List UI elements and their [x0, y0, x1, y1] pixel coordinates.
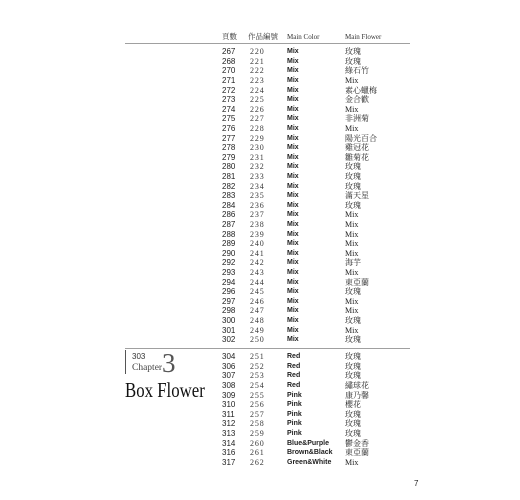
- main-flower-cell: 玫瑰: [345, 47, 361, 57]
- main-color-cell: Mix: [287, 48, 299, 56]
- main-color-cell: Mix: [287, 220, 299, 228]
- table-row: [0, 191, 520, 201]
- work-number-cell: 242: [250, 258, 265, 268]
- table-row: [0, 326, 520, 336]
- table-row: [0, 57, 520, 67]
- main-color-cell: Mix: [287, 144, 299, 152]
- main-flower-cell: Mix: [345, 75, 359, 85]
- page-number-cell: 284: [222, 200, 236, 210]
- page-number-cell: 314: [222, 438, 236, 448]
- main-flower-cell: 鬱金香: [345, 438, 369, 448]
- table-row: [0, 400, 520, 410]
- main-color-cell: Pink: [287, 410, 302, 418]
- main-color-cell: Mix: [287, 201, 299, 209]
- work-number-cell: 238: [250, 219, 265, 229]
- table-row: [0, 134, 520, 144]
- table-row: [0, 371, 520, 381]
- work-number-cell: 228: [250, 123, 265, 133]
- page-number-cell: 277: [222, 133, 236, 143]
- page-number-cell: 300: [222, 315, 236, 325]
- page-number-cell: 298: [222, 306, 236, 316]
- work-number-cell: 234: [250, 181, 265, 191]
- main-color-cell: Mix: [287, 297, 299, 305]
- work-number-cell: 261: [250, 448, 265, 458]
- main-color-cell: Red: [287, 353, 301, 361]
- main-flower-cell: 陽光百合: [345, 133, 377, 143]
- table-row: [0, 124, 520, 134]
- work-number-cell: 224: [250, 85, 265, 95]
- work-number-cell: 227: [250, 114, 265, 124]
- page-number-cell: 280: [222, 162, 236, 172]
- main-flower-cell: 玫瑰: [345, 361, 361, 371]
- main-color-cell: Mix: [287, 230, 299, 238]
- work-number-cell: 243: [250, 267, 265, 277]
- main-color-cell: Red: [287, 362, 301, 370]
- main-flower-cell: Mix: [345, 123, 359, 133]
- table-row: [0, 76, 520, 86]
- main-color-cell: Pink: [287, 429, 302, 437]
- main-color-cell: Green&White: [287, 458, 332, 466]
- page-number-cell: 313: [222, 428, 236, 438]
- page-number-cell: 306: [222, 361, 236, 371]
- main-flower-cell: 玫瑰: [345, 171, 361, 181]
- main-flower-cell: 素心蠟梅: [345, 85, 377, 95]
- table-row: [0, 143, 520, 153]
- page-number-cell: 267: [222, 47, 236, 57]
- page-number-cell: 278: [222, 143, 236, 153]
- main-color-cell: Pink: [287, 420, 302, 428]
- table-row: [0, 429, 520, 439]
- table-row: [0, 249, 520, 259]
- main-color-cell: Mix: [287, 57, 299, 65]
- table-row: [0, 95, 520, 105]
- table-row: [0, 153, 520, 163]
- page-number-cell: 308: [222, 380, 236, 390]
- work-number-cell: 248: [250, 315, 265, 325]
- main-flower-cell: 繡球花: [345, 380, 369, 390]
- main-flower-cell: Mix: [345, 104, 359, 114]
- table-row: [0, 47, 520, 57]
- page-number-cell: 293: [222, 267, 236, 277]
- table-row: [0, 86, 520, 96]
- page-number-cell: 271: [222, 75, 236, 85]
- main-color-cell: Red: [287, 372, 301, 380]
- table-row: [0, 287, 520, 297]
- main-flower-cell: 玫瑰: [345, 287, 361, 297]
- page-number-cell: 270: [222, 66, 236, 76]
- work-number-cell: 249: [250, 325, 265, 335]
- page-number-cell: 287: [222, 219, 236, 229]
- work-number-cell: 220: [250, 47, 265, 57]
- work-number-cell: 246: [250, 296, 265, 306]
- header-main-color-label: Main Color: [287, 33, 320, 41]
- table-row: [0, 258, 520, 268]
- table-row: [0, 278, 520, 288]
- page-number-cell: 309: [222, 390, 236, 400]
- table-row: [0, 172, 520, 182]
- work-number-cell: 225: [250, 95, 265, 105]
- chapter-label: Chapter: [132, 363, 163, 373]
- main-flower-cell: Mix: [345, 296, 359, 306]
- table-row: [0, 439, 520, 449]
- main-flower-cell: 玫瑰: [345, 419, 361, 429]
- main-color-cell: Mix: [287, 115, 299, 123]
- main-color-cell: Mix: [287, 134, 299, 142]
- chapter-number: 3: [162, 348, 176, 378]
- main-color-cell: Pink: [287, 391, 302, 399]
- page-number-cell: 288: [222, 229, 236, 239]
- page-number-cell: 268: [222, 56, 236, 66]
- work-number-cell: 240: [250, 239, 265, 249]
- main-color-cell: Mix: [287, 192, 299, 200]
- main-flower-cell: 金合歡: [345, 95, 369, 105]
- main-color-cell: Mix: [287, 105, 299, 113]
- work-number-cell: 258: [250, 419, 265, 429]
- work-number-cell: 231: [250, 152, 265, 162]
- page-number-cell: 281: [222, 171, 236, 181]
- main-flower-cell: 東亞蘭: [345, 448, 369, 458]
- page-number-cell: 302: [222, 335, 236, 345]
- work-number-cell: 255: [250, 390, 265, 400]
- header-main-flower-label: Main Flower: [345, 33, 382, 41]
- index-table-section-2: [0, 348, 520, 472]
- main-flower-cell: 玫瑰: [345, 428, 361, 438]
- main-color-cell: Mix: [287, 259, 299, 267]
- chapter-title: Box Flower: [125, 378, 205, 402]
- work-number-cell: 241: [250, 248, 265, 258]
- page-number-cell: 289: [222, 239, 236, 249]
- work-number-cell: 252: [250, 361, 265, 371]
- main-color-cell: Mix: [287, 278, 299, 286]
- main-color-cell: Mix: [287, 67, 299, 75]
- table-row: [0, 220, 520, 230]
- work-number-cell: 237: [250, 210, 265, 220]
- table-row: [0, 448, 520, 458]
- table-row: [0, 162, 520, 172]
- work-number-cell: 253: [250, 371, 265, 381]
- main-flower-cell: 雛菊花: [345, 152, 369, 162]
- table-row: [0, 352, 520, 362]
- main-color-cell: Mix: [287, 76, 299, 84]
- work-number-cell: 233: [250, 171, 265, 181]
- main-color-cell: Blue&Purple: [287, 439, 330, 447]
- work-number-cell: 250: [250, 335, 265, 345]
- work-number-cell: 257: [250, 409, 265, 419]
- work-number-cell: 221: [250, 56, 265, 66]
- page-number-cell: 296: [222, 287, 236, 297]
- header-work-number-label: 作品編號: [248, 32, 278, 41]
- main-color-cell: Mix: [287, 249, 299, 257]
- main-flower-cell: Mix: [345, 210, 359, 220]
- work-number-cell: 245: [250, 287, 265, 297]
- page-number-cell: 316: [222, 448, 236, 458]
- main-flower-cell: 東亞蘭: [345, 277, 369, 287]
- main-flower-cell: Mix: [345, 306, 359, 316]
- page-number-cell: 304: [222, 352, 236, 362]
- table-row: [0, 239, 520, 249]
- page-number-cell: 290: [222, 248, 236, 258]
- main-flower-cell: 玫瑰: [345, 352, 361, 362]
- main-color-cell: Mix: [287, 124, 299, 132]
- table-row: [0, 210, 520, 220]
- main-color-cell: Mix: [287, 288, 299, 296]
- main-color-cell: Red: [287, 381, 301, 389]
- page-number-cell: 276: [222, 123, 236, 133]
- table-row: [0, 335, 520, 345]
- main-flower-cell: 玫瑰: [345, 409, 361, 419]
- table-row: [0, 297, 520, 307]
- main-color-cell: Mix: [287, 326, 299, 334]
- main-flower-cell: 玫瑰: [345, 181, 361, 191]
- page-number-cell: 292: [222, 258, 236, 268]
- page-number-cell: 279: [222, 152, 236, 162]
- page-number-cell: 272: [222, 85, 236, 95]
- main-flower-cell: 滿天星: [345, 191, 369, 201]
- table-row: [0, 182, 520, 192]
- page-number-cell: 317: [222, 457, 236, 467]
- main-color-cell: Pink: [287, 401, 302, 409]
- main-color-cell: Mix: [287, 86, 299, 94]
- main-flower-cell: Mix: [345, 219, 359, 229]
- page-number-cell: 274: [222, 104, 236, 114]
- main-color-cell: Mix: [287, 211, 299, 219]
- work-number-cell: 254: [250, 380, 265, 390]
- work-number-cell: 222: [250, 66, 265, 76]
- work-number-cell: 259: [250, 428, 265, 438]
- table-row: [0, 391, 520, 401]
- main-color-cell: Mix: [287, 153, 299, 161]
- table-row: [0, 201, 520, 211]
- main-flower-cell: 綠石竹: [345, 66, 369, 76]
- page-number-cell: 301: [222, 325, 236, 335]
- table-row: [0, 458, 520, 468]
- page-number: 7: [414, 479, 419, 488]
- page-number-cell: 312: [222, 419, 236, 429]
- main-flower-cell: 玫瑰: [345, 335, 361, 345]
- page-number-cell: 283: [222, 191, 236, 201]
- main-color-cell: Mix: [287, 172, 299, 180]
- main-color-cell: Mix: [287, 163, 299, 171]
- table-row: [0, 114, 520, 124]
- table-row: [0, 268, 520, 278]
- main-color-cell: Mix: [287, 240, 299, 248]
- table-row: [0, 381, 520, 391]
- main-color-cell: Mix: [287, 336, 299, 344]
- page-number-cell: 282: [222, 181, 236, 191]
- main-color-cell: Brown&Black: [287, 449, 333, 457]
- table-row: [0, 362, 520, 372]
- table-row: [0, 66, 520, 76]
- work-number-cell: 236: [250, 200, 265, 210]
- table-row: [0, 410, 520, 420]
- main-flower-cell: Mix: [345, 248, 359, 258]
- work-number-cell: 232: [250, 162, 265, 172]
- main-color-cell: Mix: [287, 96, 299, 104]
- main-color-cell: Mix: [287, 268, 299, 276]
- work-number-cell: 239: [250, 229, 265, 239]
- header-divider: [125, 43, 410, 44]
- main-flower-cell: 雞冠花: [345, 143, 369, 153]
- work-number-cell: 230: [250, 143, 265, 153]
- main-flower-cell: 海芋: [345, 258, 361, 268]
- main-flower-cell: 玫瑰: [345, 315, 361, 325]
- work-number-cell: 226: [250, 104, 265, 114]
- main-flower-cell: 玫瑰: [345, 371, 361, 381]
- main-flower-cell: 玫瑰: [345, 200, 361, 210]
- main-color-cell: Mix: [287, 182, 299, 190]
- page-number-cell: 310: [222, 400, 236, 410]
- page-number-cell: 273: [222, 95, 236, 105]
- chapter-page-number: 303: [132, 352, 146, 361]
- main-flower-cell: 櫻花: [345, 400, 361, 410]
- work-number-cell: 244: [250, 277, 265, 287]
- main-flower-cell: Mix: [345, 457, 359, 467]
- work-number-cell: 223: [250, 75, 265, 85]
- work-number-cell: 256: [250, 400, 265, 410]
- header-page-label: 頁數: [222, 32, 237, 41]
- page-number-cell: 297: [222, 296, 236, 306]
- page-number-cell: 307: [222, 371, 236, 381]
- work-number-cell: 247: [250, 306, 265, 316]
- work-number-cell: 235: [250, 191, 265, 201]
- index-table-section-1: [0, 47, 520, 347]
- page-number-cell: 311: [222, 409, 235, 419]
- page-number-cell: 286: [222, 210, 236, 220]
- main-flower-cell: 康乃馨: [345, 390, 369, 400]
- main-color-cell: Mix: [287, 307, 299, 315]
- page-number-cell: 294: [222, 277, 236, 287]
- work-number-cell: 260: [250, 438, 265, 448]
- main-flower-cell: Mix: [345, 325, 359, 335]
- table-row: [0, 419, 520, 429]
- table-row: [0, 306, 520, 316]
- page-number-cell: 275: [222, 114, 236, 124]
- work-number-cell: 251: [250, 352, 265, 362]
- main-flower-cell: Mix: [345, 267, 359, 277]
- main-flower-cell: 玫瑰: [345, 56, 361, 66]
- main-flower-cell: Mix: [345, 239, 359, 249]
- main-flower-cell: 非洲菊: [345, 114, 369, 124]
- table-row: [0, 105, 520, 115]
- table-row: [0, 230, 520, 240]
- main-flower-cell: 玫瑰: [345, 162, 361, 172]
- main-color-cell: Mix: [287, 316, 299, 324]
- work-number-cell: 262: [250, 457, 265, 467]
- main-flower-cell: Mix: [345, 229, 359, 239]
- table-row: [0, 316, 520, 326]
- work-number-cell: 229: [250, 133, 265, 143]
